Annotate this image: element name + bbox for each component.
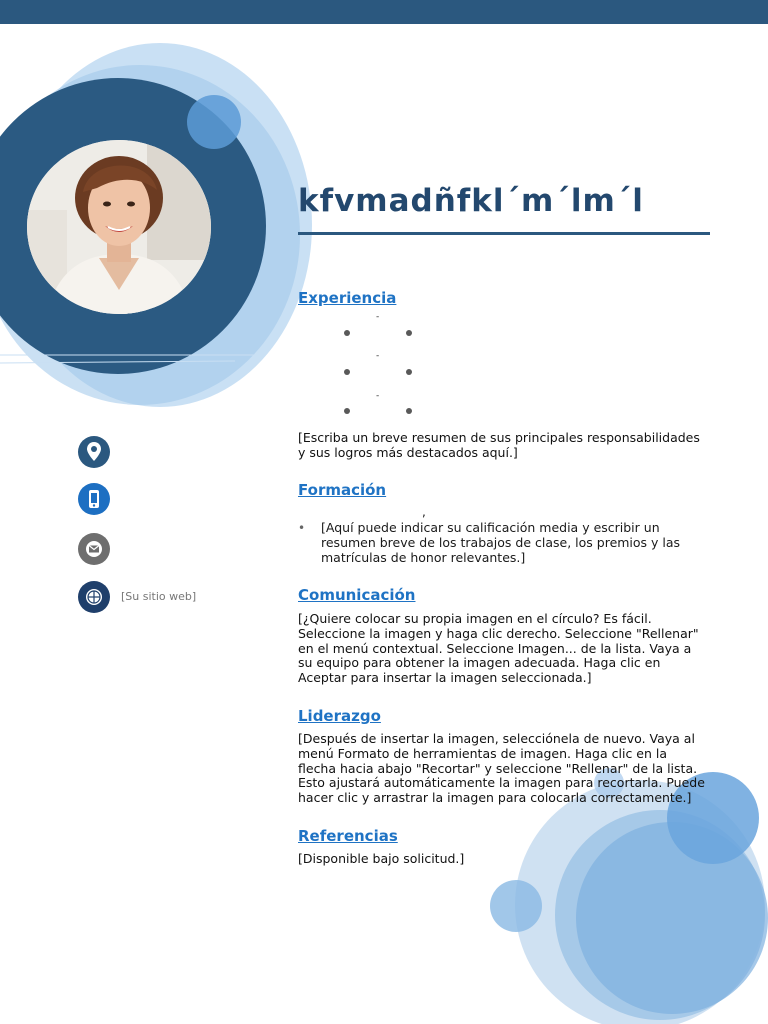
placeholder-bullet [406,369,412,375]
placeholder-comma: , [422,505,426,519]
placeholder-bullet [406,330,412,336]
placeholder-dash: - [376,312,380,322]
formacion-item[interactable] [298,521,708,565]
placeholder-bullet [344,369,350,375]
website-icon [77,580,111,614]
website-text[interactable]: [Su sitio web] [121,590,197,603]
comunicacion-text[interactable]: [¿Quiere colocar su propia imagen en el círculo? Es fácil. Seleccione la imagen y haga clic derecho. Seleccione "Rellenar" en el menú contextual. Seleccione Imagen... de la lista. Vaya a su equipo para obtener la imagen adecuada. Haga clic en Aceptar para insertar la imagen seleccionada.] [298,611,699,686]
section-title-liderazgo: Liderazgo [298,707,381,725]
location-icon [77,435,111,469]
email-icon [77,532,111,566]
name-divider [298,232,710,235]
placeholder-dash: - [376,351,380,361]
section-title-experiencia: Experiencia [298,289,397,307]
placeholder-bullet [344,330,350,336]
bullet-icon: • [298,521,306,535]
profile-photo[interactable] [27,140,211,314]
experiencia-summary[interactable]: [Escriba un breve resumen de sus principales responsabilidades y sus logros más destacados aquí.] [298,430,700,460]
formacion-item-text: [Aquí puede indicar su calificación media y escribir un resumen breve de los trabajos de clase, los premios y las matrículas de honor relevantes.] [321,520,681,565]
placeholder-bullet [406,408,412,414]
referencias-text[interactable]: [Disponible bajo solicitud.] [298,851,465,866]
phone-icon [77,482,111,516]
section-title-comunicacion: Comunicación [298,586,416,604]
liderazgo-text[interactable]: [Después de insertar la imagen, selecciónela de nuevo. Vaya al menú Formato de herramientas de imagen. Haga clic en la flecha hacia abajo "Recortar" y seleccione "Rellenar" de la lista. Esto ajustará automáticamente la imagen para recortarla. Puede hacer clic y arrastrar la imagen para colocarla correctamente.] [298,731,705,806]
placeholder-dash: - [376,391,380,401]
section-title-referencias: Referencias [298,827,398,845]
candidate-name: kfvmadñfkl´m´lm´l [298,183,644,219]
section-title-formacion: Formación [298,481,387,499]
placeholder-bullet [344,408,350,414]
